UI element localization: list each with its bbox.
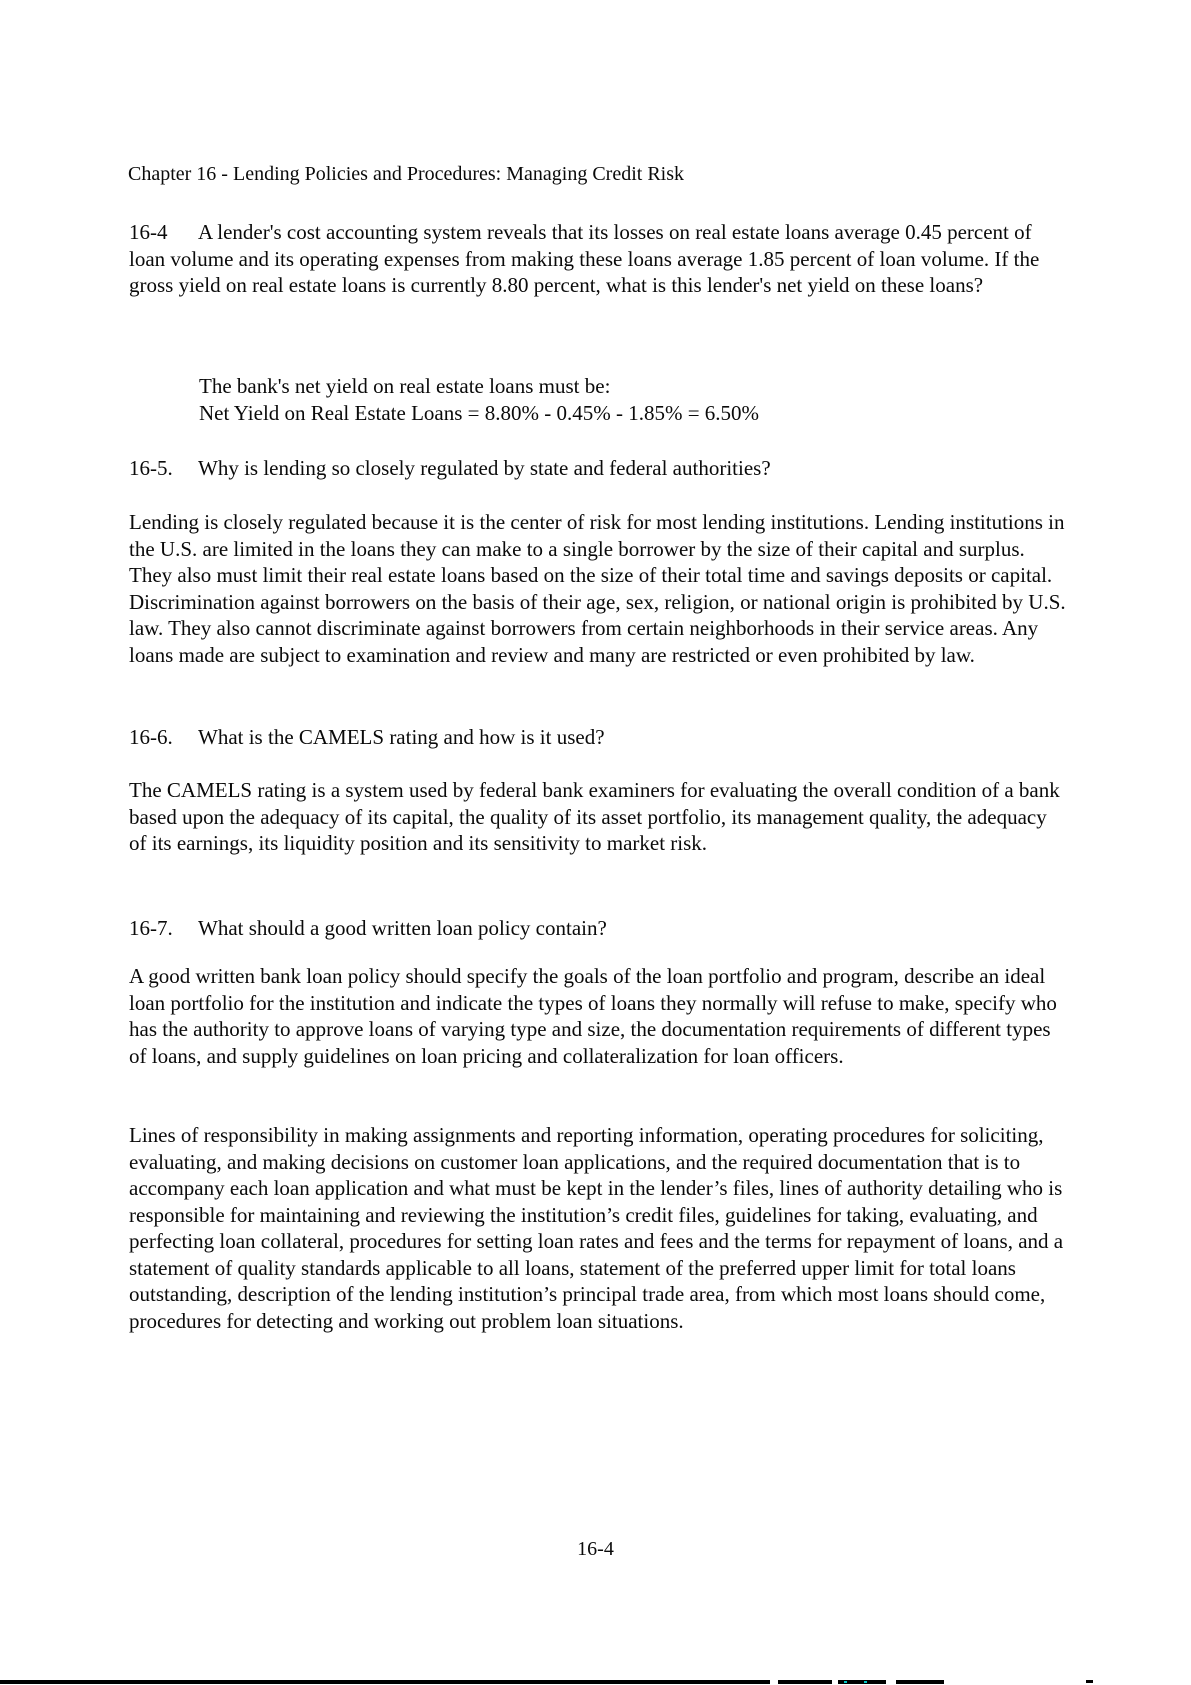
scan-artifact-speck <box>844 1681 847 1683</box>
scan-artifact-speck <box>864 1681 867 1683</box>
question-number: 16-7. <box>129 916 173 940</box>
question-16-4 <box>129 219 1067 299</box>
scan-artifact-segment <box>778 1680 832 1684</box>
scan-artifact-segment <box>1086 1680 1093 1683</box>
question-text: What is the CAMELS rating and how is it used? <box>198 725 605 749</box>
question-text: Why is lending so closely regulated by state and federal authorities? <box>198 456 771 480</box>
question-text: What should a good written loan policy contain? <box>198 916 607 940</box>
question-number: 16-6. <box>129 725 173 749</box>
question-number: 16-4 <box>129 220 168 244</box>
answer-16-7-paragraph-1: A good written bank loan policy should specify the goals of the loan portfolio and program, describe an ideal loan portfolio for the institution and indicate the types of loans they normally will refuse to make, specify who has the authority to approve loans of varying type and size, the documentation requirements of different types of loans, and supply guidelines on loan pricing and collateralization for loan officers. <box>129 964 1057 1068</box>
page-number-footer: 16-4 <box>577 1538 614 1560</box>
question-16-6 <box>129 724 1067 751</box>
question-16-7 <box>129 915 1067 942</box>
scan-artifact-bar <box>0 1679 1191 1685</box>
answer-16-4 <box>199 373 1067 426</box>
answer-16-7-paragraph-2: Lines of responsibility in making assignments and reporting information, operating procedures for soliciting, evaluating, and making decisions on customer loan applications, and the required documentation that is to accompany each loan application and what must be kept in the lender’s files, lines of authority detailing who is responsible for maintaining and reviewing the institution’s credit files, guidelines for taking, evaluating, and perfecting loan collateral, procedures for setting loan rates and fees and the terms for repayment of loans, and a statement of quality standards applicable to all loans, statement of the preferred upper limit for total loans outstanding, description of the lending institution’s principal trade area, from which most loans should come, procedures for detecting and working out problem loan situations. <box>129 1123 1064 1333</box>
answer-formula-line: Net Yield on Real Estate Loans = 8.80% - 0.45% - 1.85% = 6.50% <box>199 400 760 425</box>
answer-16-6: The CAMELS rating is a system used by federal bank examiners for evaluating the overall condition of a bank based upon the adequacy of its capital, the quality of its asset portfolio, its management quality, the adequacy of its earnings, its liquidity position and its sensitivity to market risk. <box>129 778 1060 855</box>
answer-intro-line: The bank's net yield on real estate loans must be: <box>199 374 611 398</box>
scan-artifact-segment <box>838 1680 886 1684</box>
question-text: A lender's cost accounting system reveals that its losses on real estate loans average 0.45 percent of loan volume and its operating expenses from making these loans average 1.85 percent of loan volume. If the gross yield on real estate loans is currently 8.80 percent, what is this lender's net yield on these loans? <box>129 220 1040 297</box>
question-16-5 <box>129 455 1067 482</box>
chapter-header: Chapter 16 - Lending Policies and Procedures: Managing Credit Risk <box>128 163 685 185</box>
answer-16-5: Lending is closely regulated because it is the center of risk for most lending institutions. Lending institutions in the U.S. are limited in the loans they can make to a single borrower by the size of their capital and surplus. They also must limit their real estate loans based on the size of their total time and savings deposits or capital. Discrimination against borrowers on the basis of their age, sex, religion, or national origin is prohibited by U.S. law. They also cannot discriminate against borrowers from certain neighborhoods in their service areas. Any loans made are subject to examination and review and many are restricted or even prohibited by law. <box>129 510 1066 667</box>
scan-artifact-segment <box>0 1680 770 1684</box>
question-number: 16-5. <box>129 456 173 480</box>
scan-artifact-segment <box>896 1680 944 1684</box>
